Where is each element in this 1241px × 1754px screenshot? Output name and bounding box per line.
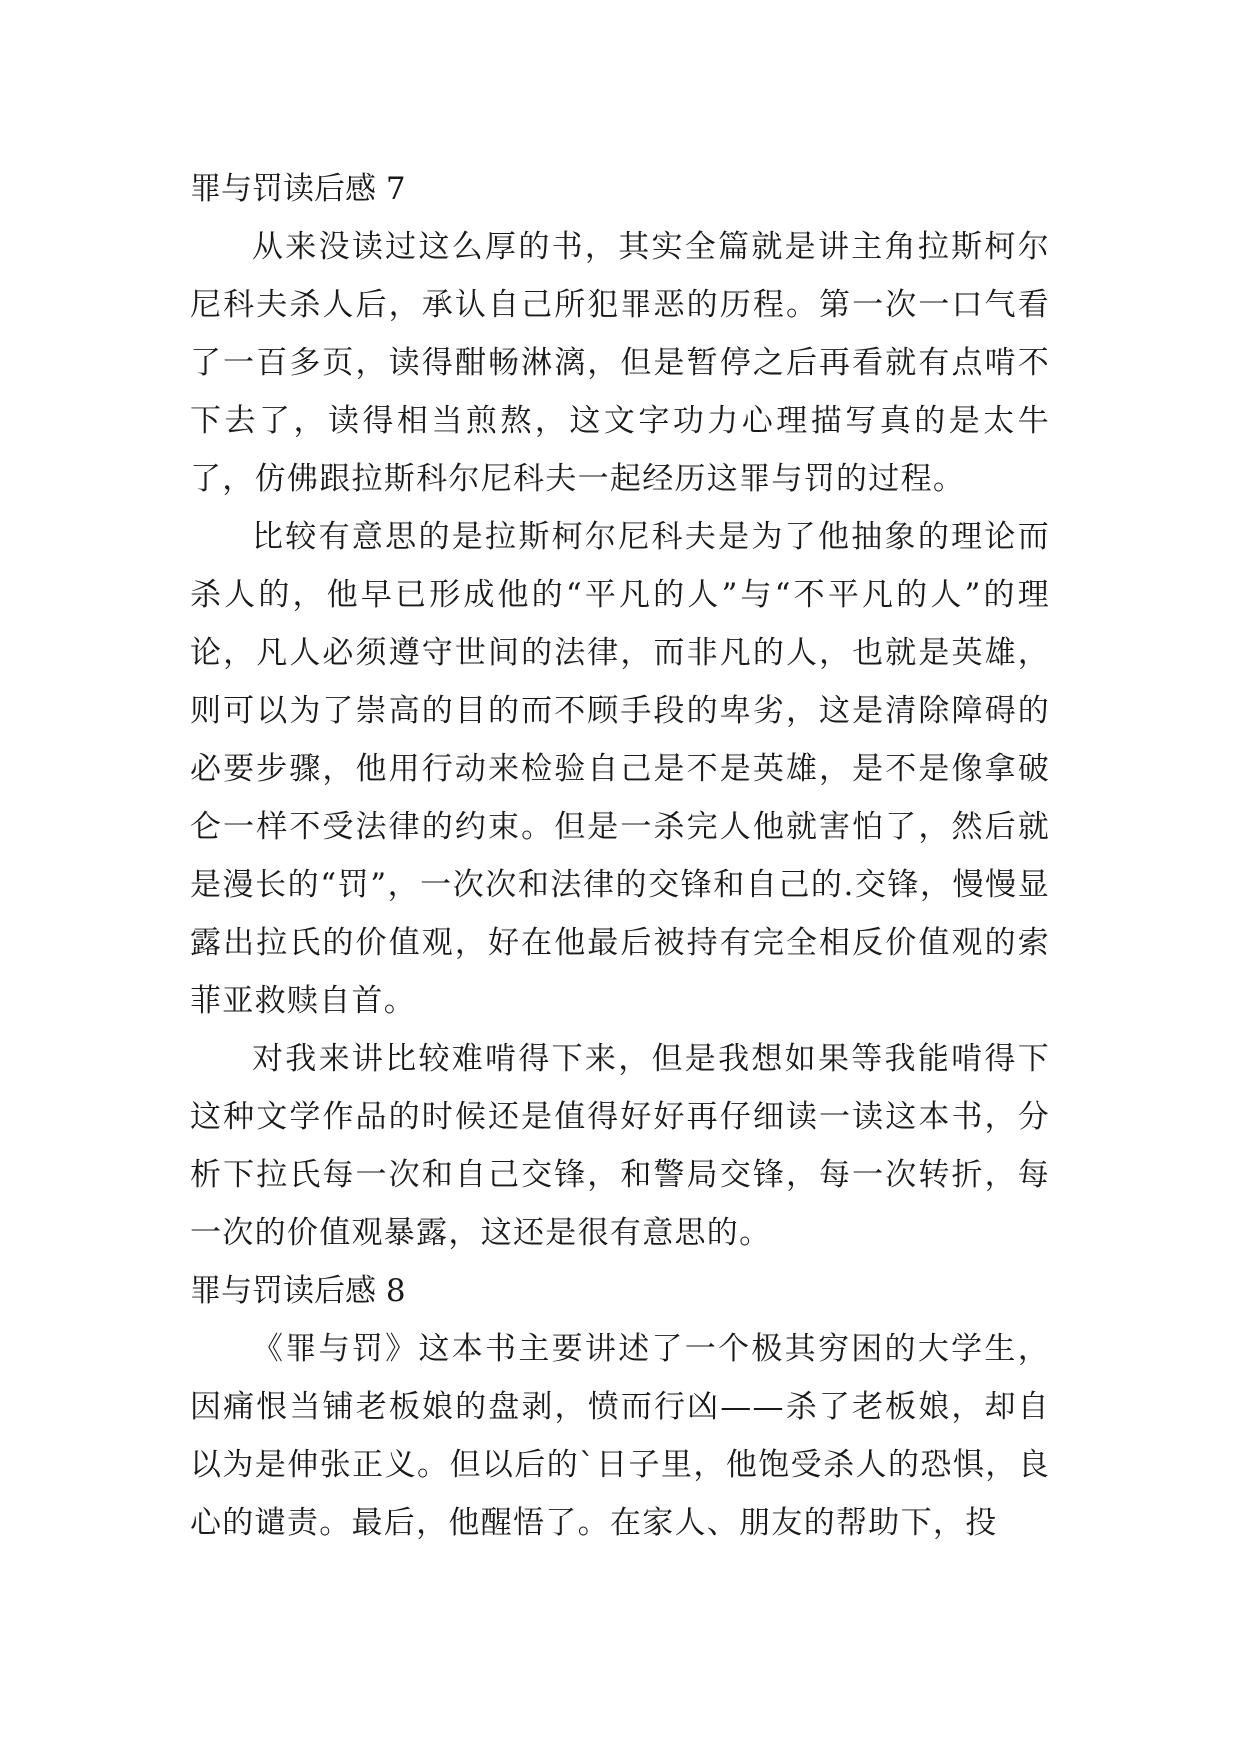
essay-section-7	[190, 160, 1050, 1262]
section-title: 罪与罚读后感 7	[190, 171, 406, 207]
paragraph: 从来没读过这么厚的书，其实全篇就是讲主角拉斯柯尔尼科夫杀人后，承认自己所犯罪恶的历程。第一次一口气看了一百多页，读得酣畅淋漓，但是暂停之后再看就有点啃不下去了，读得相当煎熬，这文字功力心理描写真的是太牛了，仿佛跟拉斯科尔尼科夫一起经历这罪与罚的过程。	[190, 229, 1050, 497]
paragraph: 对我来讲比较难啃得下来，但是我想如果等我能啃得下这种文学作品的时候还是值得好好再仔细读一读这本书，分析下拉氏每一次和自己交锋，和警局交锋，每一次转折，每一次的价值观暴露，这还是很有意思的。	[190, 1041, 1050, 1251]
paragraph: 《罪与罚》这本书主要讲述了一个极其穷困的大学生，因痛恨当铺老板娘的盘剥，愤而行凶——杀了老板娘，却自以为是伸张正义。但以后的`日子里，他饱受杀人的恐惧，良心的谴责。最后，他醒悟了。在家人、朋友的帮助下，投	[190, 1331, 1050, 1541]
essay-section-8	[190, 1262, 1050, 1552]
document-body	[190, 160, 1050, 1552]
section-title: 罪与罚读后感 8	[190, 1273, 406, 1309]
paragraph: 比较有意思的是拉斯柯尔尼科夫是为了他抽象的理论而杀人的，他早已形成他的“平凡的人”与“不平凡的人”的理论，凡人必须遵守世间的法律，而非凡的人，也就是英雄，则可以为了崇高的目的而不顾手段的卑劣，这是清除障碍的必要步骤，他用行动来检验自己是不是英雄，是不是像拿破仑一样不受法律的约束。但是一杀完人他就害怕了，然后就是漫长的“罚”，一次次和法律的交锋和自己的.交锋，慢慢显露出拉氏的价值观，好在他最后被持有完全相反价值观的索菲亚救赎自首。	[190, 519, 1050, 1019]
